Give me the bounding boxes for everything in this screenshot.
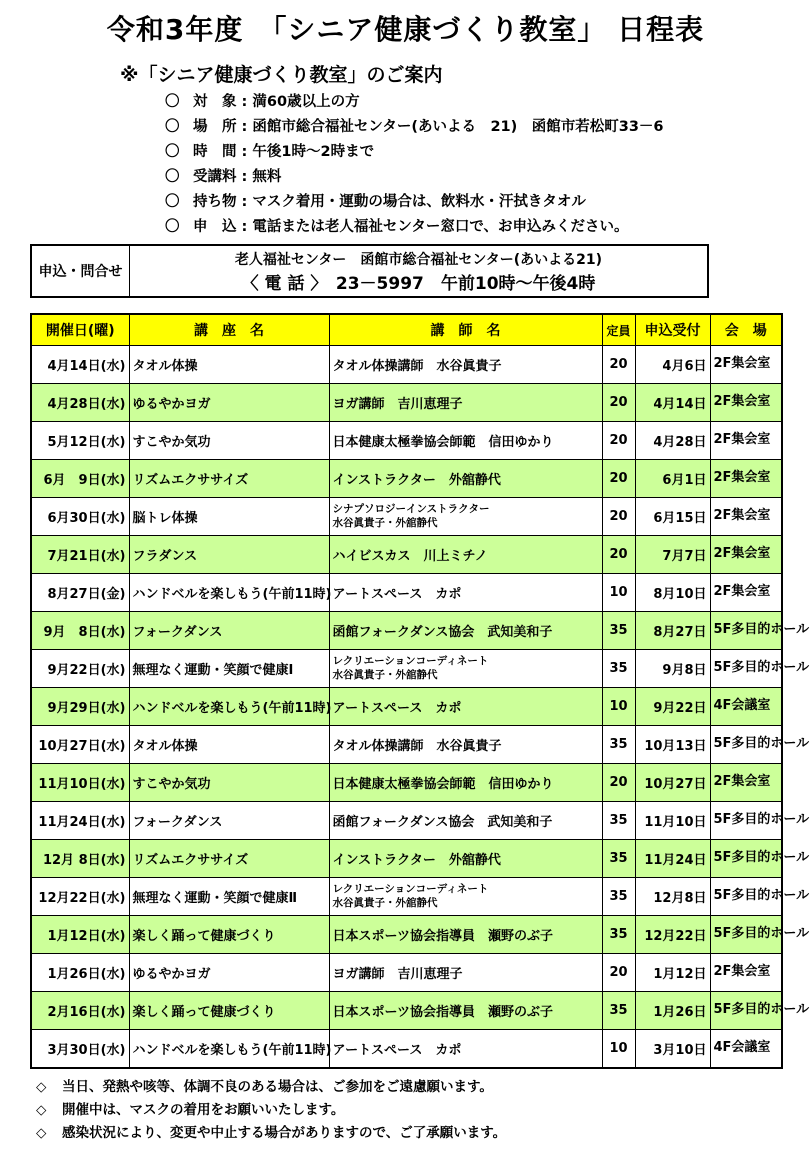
- cell-capacity: 35: [602, 649, 635, 687]
- note-item: [36, 1076, 506, 1099]
- instructor-line: レクリエーションコーディネート: [332, 655, 489, 668]
- cell-venue: 5F多目的ホール: [710, 839, 782, 877]
- cell-instructor: 日本健康太極拳協会師範 信田ゆかり: [329, 421, 602, 459]
- table-row: [31, 801, 782, 839]
- cell-date: 3月30日(水): [31, 1029, 129, 1068]
- cell-date: 4月14日(水): [31, 346, 129, 384]
- cell-reception: 11月24日: [635, 839, 710, 877]
- cell-venue: 2F集会室: [710, 421, 782, 459]
- cell-reception: 10月27日: [635, 763, 710, 801]
- cell-reception: 4月28日: [635, 421, 710, 459]
- info-item: [165, 190, 664, 215]
- cell-venue: 4F会議室: [710, 1029, 782, 1068]
- table-row: [31, 421, 782, 459]
- note-item: [36, 1122, 506, 1145]
- notes-list: [36, 1076, 506, 1145]
- cell-capacity: 20: [602, 459, 635, 497]
- cell-capacity: 20: [602, 346, 635, 384]
- page-title: 令和3年度 「シニア健康づくり教室」 日程表: [106, 13, 705, 46]
- cell-date: 9月29日(水): [31, 687, 129, 725]
- cell-reception: 12月8日: [635, 877, 710, 915]
- cell-instructor: 函館フォークダンス協会 武知美和子: [329, 801, 602, 839]
- table-row: [31, 535, 782, 573]
- cell-reception: 8月10日: [635, 573, 710, 611]
- table-row: [31, 839, 782, 877]
- table-row: [31, 346, 782, 384]
- cell-venue: 2F集会室: [710, 573, 782, 611]
- cell-venue: 5F多目的ホール: [710, 991, 782, 1029]
- cell-course: 脳トレ体操: [129, 497, 329, 535]
- info-item: [165, 165, 664, 190]
- cell-course: ハンドベルを楽しもう(午前11時): [129, 573, 329, 611]
- cell-course: 楽しく踊って健康づくり: [129, 915, 329, 953]
- cell-course: 楽しく踊って健康づくり: [129, 991, 329, 1029]
- cell-instructor: アートスペース カポ: [329, 573, 602, 611]
- cell-reception: 12月22日: [635, 915, 710, 953]
- contact-details: [130, 246, 707, 296]
- cell-capacity: 10: [602, 687, 635, 725]
- table-row: [31, 915, 782, 953]
- circle-bullet-icon: 〇: [165, 169, 180, 185]
- cell-date: 10月27日(水): [31, 725, 129, 763]
- cell-date: 8月27日(金): [31, 573, 129, 611]
- header-capacity: 定員: [602, 314, 635, 346]
- cell-reception: 11月10日: [635, 801, 710, 839]
- circle-bullet-icon: 〇: [165, 94, 180, 110]
- circle-bullet-icon: 〇: [165, 144, 180, 160]
- diamond-bullet-icon: ◇: [36, 1102, 47, 1118]
- cell-reception: 4月14日: [635, 383, 710, 421]
- info-item-text: 対 象 : 満60歳以上の方: [193, 94, 360, 110]
- cell-course: ゆるやかヨガ: [129, 953, 329, 991]
- cell-venue: 2F集会室: [710, 953, 782, 991]
- table-row: [31, 877, 782, 915]
- cell-date: 4月28日(水): [31, 383, 129, 421]
- cell-course: すこやか気功: [129, 421, 329, 459]
- cell-course: フォークダンス: [129, 611, 329, 649]
- table-row: [31, 649, 782, 687]
- cell-course: タオル体操: [129, 725, 329, 763]
- info-item: [165, 215, 664, 240]
- header-venue: 会 場: [710, 314, 782, 346]
- cell-venue: 5F多目的ホール: [710, 915, 782, 953]
- cell-instructor: 日本スポーツ協会指導員 瀬野のぶ子: [329, 991, 602, 1029]
- contact-label: 申込・問合せ: [32, 246, 130, 296]
- contact-phone-hours: 〈 電 話 〉 23－5997 午前10時～午後4時: [241, 274, 596, 294]
- cell-instructor: ハイビスカス 川上ミチノ: [329, 535, 602, 573]
- info-item-text: 持ち物 : マスク着用・運動の場合は、飲料水・汗拭きタオル: [193, 194, 586, 210]
- cell-course: すこやか気功: [129, 763, 329, 801]
- note-text: 感染状況により、変更や中止する場合がありますので、ご了承願います。: [62, 1125, 507, 1141]
- cell-venue: 5F多目的ホール: [710, 725, 782, 763]
- cell-capacity: 35: [602, 839, 635, 877]
- header-reception: 申込受付: [635, 314, 710, 346]
- cell-instructor: [329, 649, 602, 687]
- instructor-line: シナプソロジーインストラクター: [332, 503, 490, 516]
- cell-course: 無理なく運動・笑顔で健康Ⅱ: [129, 877, 329, 915]
- circle-bullet-icon: 〇: [165, 219, 180, 235]
- cell-reception: 7月7日: [635, 535, 710, 573]
- cell-capacity: 20: [602, 421, 635, 459]
- cell-course: リズムエクササイズ: [129, 459, 329, 497]
- cell-capacity: 35: [602, 915, 635, 953]
- cell-capacity: 35: [602, 801, 635, 839]
- cell-instructor: タオル体操講師 水谷眞貴子: [329, 725, 602, 763]
- cell-venue: 2F集会室: [710, 459, 782, 497]
- info-item: [165, 115, 664, 140]
- table-row: [31, 611, 782, 649]
- cell-capacity: 10: [602, 1029, 635, 1068]
- header-course: 講 座 名: [129, 314, 329, 346]
- note-text: 開催中は、マスクの着用をお願いいたします。: [62, 1102, 345, 1118]
- cell-reception: 6月15日: [635, 497, 710, 535]
- cell-instructor: タオル体操講師 水谷眞貴子: [329, 346, 602, 384]
- diamond-bullet-icon: ◇: [36, 1079, 47, 1095]
- info-item-text: 受講料 : 無料: [193, 169, 282, 185]
- cell-reception: 3月10日: [635, 1029, 710, 1068]
- circle-bullet-icon: 〇: [165, 194, 180, 210]
- table-row: [31, 687, 782, 725]
- cell-reception: 1月26日: [635, 991, 710, 1029]
- instructor-line: 水谷眞貴子・外舘静代: [332, 517, 438, 530]
- cell-instructor: 函館フォークダンス協会 武知美和子: [329, 611, 602, 649]
- note-text: 当日、発熱や咳等、体調不良のある場合は、ご参加をご遠慮願います。: [62, 1079, 493, 1095]
- cell-date: 5月12日(水): [31, 421, 129, 459]
- cell-instructor: ヨガ講師 吉川恵理子: [329, 383, 602, 421]
- cell-reception: 9月8日: [635, 649, 710, 687]
- info-item-text: 時 間 : 午後1時～2時まで: [193, 144, 375, 160]
- cell-venue: 5F多目的ホール: [710, 649, 782, 687]
- cell-venue: 5F多目的ホール: [710, 877, 782, 915]
- cell-venue: 2F集会室: [710, 497, 782, 535]
- cell-date: 1月26日(水): [31, 953, 129, 991]
- cell-date: 6月 9日(水): [31, 459, 129, 497]
- info-item-text: 申 込 : 電話または老人福祉センター窓口で、お申込みください。: [193, 219, 629, 235]
- cell-reception: 8月27日: [635, 611, 710, 649]
- table-row: [31, 383, 782, 421]
- cell-date: 11月10日(水): [31, 763, 129, 801]
- table-row: [31, 573, 782, 611]
- note-item: [36, 1099, 506, 1122]
- cell-instructor: [329, 877, 602, 915]
- header-instructor: 講 師 名: [329, 314, 602, 346]
- cell-date: 2月16日(水): [31, 991, 129, 1029]
- table-row: [31, 725, 782, 763]
- cell-instructor: [329, 497, 602, 535]
- info-heading: ※「シニア健康づくり教室」のご案内: [120, 64, 443, 86]
- cell-instructor: インストラクター 外舘静代: [329, 459, 602, 497]
- cell-venue: 5F多目的ホール: [710, 611, 782, 649]
- contact-centers: 老人福祉センター 函館市総合福祉センター(あいよる21): [234, 252, 603, 268]
- cell-capacity: 20: [602, 763, 635, 801]
- cell-capacity: 20: [602, 383, 635, 421]
- cell-capacity: 20: [602, 535, 635, 573]
- cell-date: 11月24日(水): [31, 801, 129, 839]
- cell-venue: 2F集会室: [710, 346, 782, 384]
- cell-course: ゆるやかヨガ: [129, 383, 329, 421]
- cell-instructor: ヨガ講師 吉川恵理子: [329, 953, 602, 991]
- cell-venue: 2F集会室: [710, 763, 782, 801]
- cell-date: 9月 8日(水): [31, 611, 129, 649]
- cell-capacity: 35: [602, 725, 635, 763]
- cell-capacity: 20: [602, 953, 635, 991]
- cell-date: 7月21日(水): [31, 535, 129, 573]
- contact-box: [30, 244, 709, 298]
- table-row: [31, 497, 782, 535]
- info-item: [165, 90, 664, 115]
- info-list: [165, 90, 664, 240]
- cell-instructor: アートスペース カポ: [329, 687, 602, 725]
- cell-reception: 10月13日: [635, 725, 710, 763]
- cell-course: 無理なく運動・笑顔で健康Ⅰ: [129, 649, 329, 687]
- cell-capacity: 35: [602, 611, 635, 649]
- table-row: [31, 459, 782, 497]
- cell-course: フラダンス: [129, 535, 329, 573]
- cell-reception: 4月6日: [635, 346, 710, 384]
- table-row: [31, 1029, 782, 1068]
- cell-venue: 4F会議室: [710, 687, 782, 725]
- cell-reception: 6月1日: [635, 459, 710, 497]
- cell-date: 9月22日(水): [31, 649, 129, 687]
- cell-capacity: 35: [602, 991, 635, 1029]
- cell-venue: 5F多目的ホール: [710, 801, 782, 839]
- cell-course: ハンドベルを楽しもう(午前11時): [129, 687, 329, 725]
- cell-instructor: アートスペース カポ: [329, 1029, 602, 1068]
- cell-instructor: 日本健康太極拳協会師範 信田ゆかり: [329, 763, 602, 801]
- cell-course: フォークダンス: [129, 801, 329, 839]
- circle-bullet-icon: 〇: [165, 119, 180, 135]
- info-item-text: 場 所 : 函館市総合福祉センター(あいよる 21) 函館市若松町33－6: [193, 119, 664, 135]
- table-header-row: [31, 314, 782, 346]
- cell-venue: 2F集会室: [710, 535, 782, 573]
- table-row: [31, 991, 782, 1029]
- cell-capacity: 35: [602, 877, 635, 915]
- cell-reception: 9月22日: [635, 687, 710, 725]
- table-row: [31, 763, 782, 801]
- cell-date: 12月22日(水): [31, 877, 129, 915]
- instructor-line: 水谷眞貴子・外舘静代: [332, 897, 438, 910]
- cell-reception: 1月12日: [635, 953, 710, 991]
- cell-date: 1月12日(水): [31, 915, 129, 953]
- cell-instructor: インストラクター 外舘静代: [329, 839, 602, 877]
- cell-venue: 2F集会室: [710, 383, 782, 421]
- info-item: [165, 140, 664, 165]
- cell-date: 6月30日(水): [31, 497, 129, 535]
- schedule-table: [30, 313, 810, 1069]
- cell-course: ハンドベルを楽しもう(午前11時): [129, 1029, 329, 1068]
- cell-instructor: 日本スポーツ協会指導員 瀬野のぶ子: [329, 915, 602, 953]
- cell-course: リズムエクササイズ: [129, 839, 329, 877]
- instructor-line: レクリエーションコーディネート: [332, 883, 489, 896]
- diamond-bullet-icon: ◇: [36, 1125, 47, 1141]
- cell-date: 12月 8日(水): [31, 839, 129, 877]
- table-row: [31, 953, 782, 991]
- cell-capacity: 10: [602, 573, 635, 611]
- cell-capacity: 20: [602, 497, 635, 535]
- instructor-line: 水谷眞貴子・外舘静代: [332, 669, 438, 682]
- header-date: 開催日(曜): [31, 314, 129, 346]
- schedule-body: [31, 346, 810, 1069]
- cell-course: タオル体操: [129, 346, 329, 384]
